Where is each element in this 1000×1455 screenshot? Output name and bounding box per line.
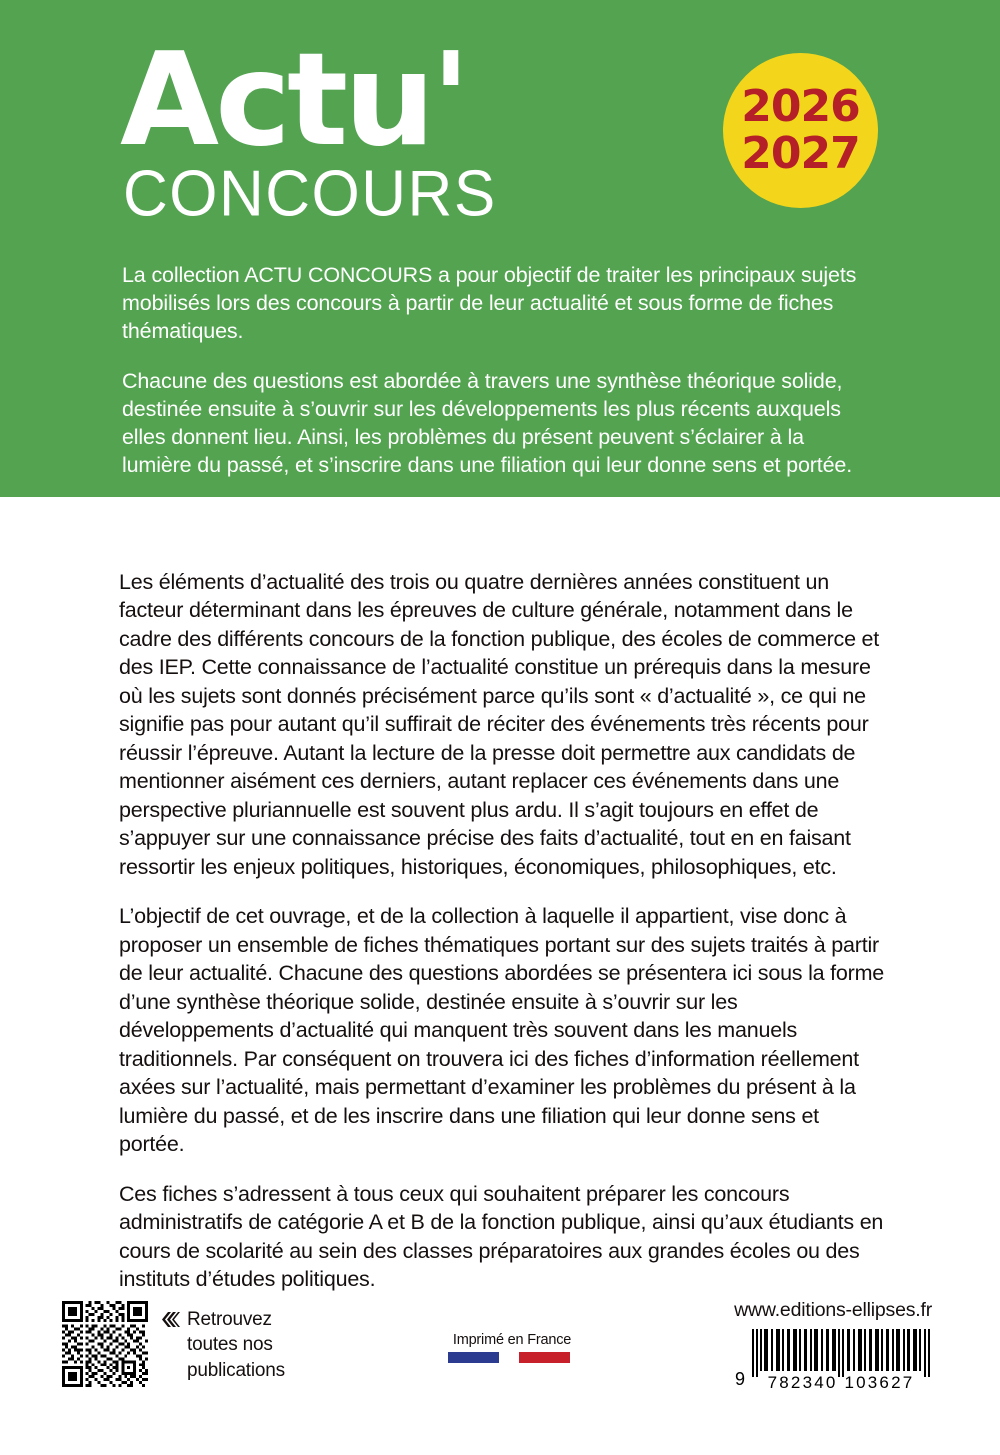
body-paragraph-1: Les éléments d’actualité des trois ou quatre dernières années constituent un facteur déterminant dans les épreuves de culture générale, notamment dans le cadre des différents concours de la fonction publique, des écoles de commerce et des IEP. Cette connaissance de l’actualité constitue un prérequis dans la mesure où les sujets sont donnés précisément parce qu’ils sont « d’actualité », ce qui ne signifie pas pour autant qu’il suffirait de réciter des événements très récents pour réussir l’épreuve. Autant la lecture de la presse doit permettre aux candidats de mentionner aisément ces derniers, autant replacer ces événements dans une perspective pluriannuelle est souvent plus ardu. Il s’agit toujours en effet de s’appuyer sur une connaissance précise des faits d’actualité, tout en en faisant ressortir les enjeux politiques, historiques, économiques, philosophiques, etc.: [119, 570, 880, 879]
logo-actu-text: Actu': [120, 26, 467, 175]
flag-blue-bar: [448, 1352, 499, 1363]
body-paragraph-3: Ces fiches s’adressent à tous ceux qui souhaitent préparer les concours administratifs de catégorie A et B de la fonction publique, ainsi qu’aux étudiants en cours de scolarité au sein des classes préparatoires aux grandes écoles ou des instituts d’études politiques.: [119, 1181, 884, 1292]
flag-white-bar: [499, 1352, 519, 1363]
intro-paragraph-1: La collection ACTU CONCOURS a pour objectif de traiter les principaux sujets mobilisés lors des concours à partir de leur actualité et sous forme de fiches thématiques.: [122, 263, 857, 343]
intro-paragraph-2: Chacune des questions est abordée à travers une synthèse théorique solide, destinée ensuite à s’ouvrir sur les développements les plus récents auxquels elles donnent lieu. Ainsi, les problèmes du présent peuvent s’éclairer à la lumière du passé, et s’inscrire dans une filiation qui leur donne sens et portée.: [122, 368, 853, 477]
publisher-block: [734, 1299, 932, 1389]
printed-in-france-label: Imprimé en France: [452, 1332, 572, 1348]
logo-concours-text: CONCOURS: [123, 157, 497, 230]
year-badge: [723, 53, 878, 208]
french-flag-icon: [448, 1352, 570, 1363]
qr-code-icon[interactable]: [62, 1301, 148, 1387]
isbn-barcode: [734, 1329, 932, 1389]
publisher-website[interactable]: www.editions-ellipses.fr: [734, 1299, 932, 1321]
publications-label-line2: toutes nos: [187, 1334, 273, 1356]
publications-label-group: [162, 1301, 285, 1383]
publications-label-line1: Retrouvez: [187, 1309, 272, 1330]
publications-promo[interactable]: [62, 1301, 285, 1387]
flag-red-bar: [519, 1352, 570, 1363]
badge-year-from: 2026: [741, 81, 860, 133]
publications-label: [187, 1307, 285, 1383]
footer: [0, 1285, 1000, 1415]
body-paragraph-2: L’objectif de cet ouvrage, et de la collection à laquelle il appartient, vise donc à proposer un ensemble de fiches thématiques portant sur des sujets traités à partir de leur actualité. Chacune des questions abordées se présentera ici sous la forme d’une synthèse théorique solide, destinée ensuite à s’ouvrir sur les développements d’actualité qui manquent très souvent dans les manuels traditionnels. Par conséquent on trouvera ici des fiches d’information réellement axées sur l’actualité, mais permettant d’examiner les problèmes du présent à la lumière du passé, et de les inscrire dans une filiation qui leur donne sens et portée.: [119, 904, 884, 1157]
brand-logo: [120, 26, 550, 230]
barcode-bars: [750, 1329, 932, 1389]
publications-label-line3: publications: [187, 1359, 285, 1381]
printed-in-france-block: [448, 1332, 576, 1363]
main-body-copy: [119, 568, 884, 1294]
intro-copy: [122, 262, 877, 480]
barcode-lead-digit: 9: [734, 1369, 745, 1389]
double-chevron-left-icon: [162, 1312, 180, 1327]
green-header-band: [0, 0, 1000, 497]
barcode-digits: 782340 103627: [767, 1373, 915, 1389]
badge-year-to: 2027: [741, 127, 860, 179]
